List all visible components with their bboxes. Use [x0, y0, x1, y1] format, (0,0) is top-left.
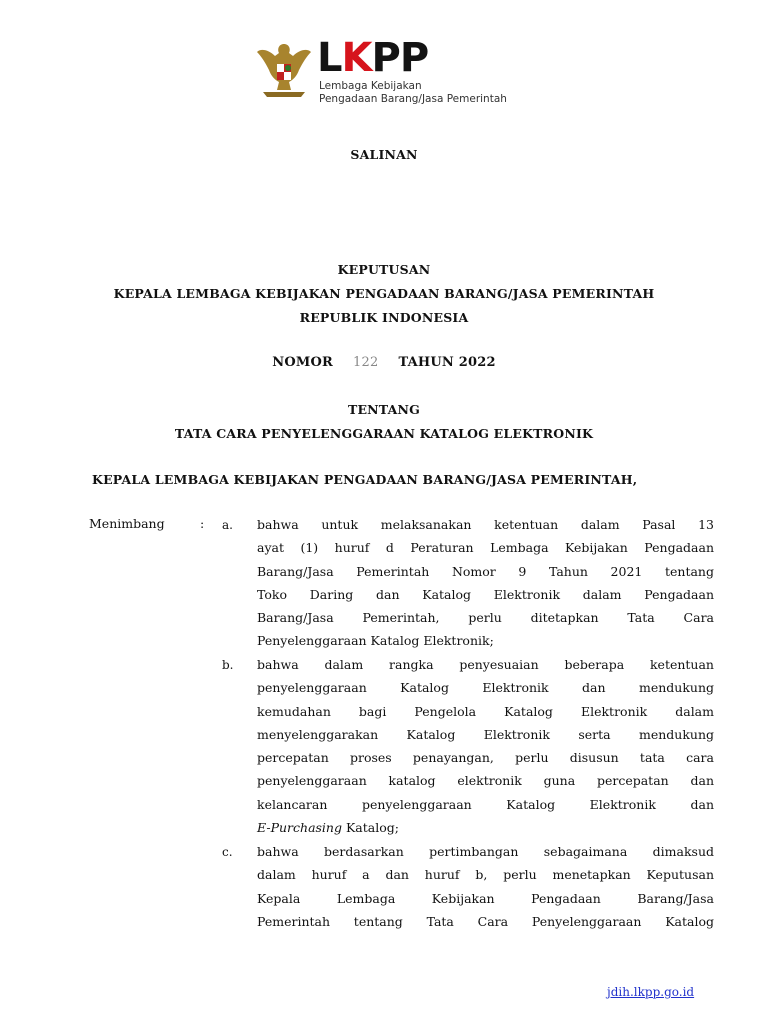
text-line: bahwa berdasarkan pertimbangan sebagaimana dimaksud	[257, 844, 714, 859]
text-line: kelancaran penyelenggaraan Katalog Elektronik dan	[257, 796, 714, 812]
consideration-item-b	[257, 653, 714, 839]
tentang-heading: TENTANG	[347, 402, 421, 417]
e-purchasing-term: E-Purchasing	[257, 820, 342, 836]
text-line: penyelenggaraan katalog elektronik guna percepatan dan	[257, 773, 714, 789]
menimbang-label: Menimbang	[89, 516, 165, 531]
text-line: bahwa dalam rangka penyesuaian beberapa ketentuan	[257, 657, 714, 672]
text-line: Barang/Jasa Pemerintah, perlu ditetapkan Tata Cara	[257, 610, 714, 626]
logo-subtitle-2: Pengadaan Barang/Jasa Pemerintah	[319, 93, 507, 105]
text-line: Barang/Jasa Pemerintah Nomor 9 Tahun 2021 tentang	[257, 563, 714, 579]
text-line: ayat (1) huruf d Peraturan Lembaga Kebijakan Pengadaan	[257, 540, 714, 556]
lkpp-logo	[255, 35, 515, 108]
tahun-label: TAHUN 2022	[398, 355, 496, 370]
document-subject: TATA CARA PENYELENGGARAAN KATALOG ELEKTRONIK	[174, 426, 594, 441]
logo-wordmark: LKPP	[317, 35, 429, 81]
text-line: kemudahan bagi Pengelola Katalog Elektronik dalam	[257, 703, 714, 719]
garuda-emblem-icon	[255, 40, 313, 102]
jdih-link[interactable]: jdih.lkpp.go.id	[607, 985, 695, 999]
consideration-item-a	[257, 513, 714, 653]
item-letter-a: a.	[222, 518, 233, 532]
consideration-item-c	[257, 840, 714, 933]
text-fragment: Katalog;	[342, 820, 399, 836]
nomor-line	[0, 355, 768, 370]
text-line: percepatan proses penayangan, perlu disusun tata cara	[257, 750, 714, 766]
salinan-label: SALINAN	[350, 147, 418, 162]
text-line: penyelenggaraan Katalog Elektronik dan mendukung	[257, 680, 714, 696]
republik-heading: REPUBLIK INDONESIA	[299, 310, 469, 325]
item-letter-b: b.	[222, 658, 234, 672]
logo-subtitle-1: Lembaga Kebijakan	[319, 80, 422, 92]
text-line: Pemerintah tentang Tata Cara Penyelenggaraan Katalog	[257, 913, 714, 929]
text-line: Penyelenggaraan Katalog Elektronik;	[257, 633, 494, 649]
text-line: bahwa untuk melaksanakan ketentuan dalam Pasal 13	[257, 517, 714, 532]
text-line: Toko Daring dan Katalog Elektronik dalam Pengadaan	[257, 586, 714, 602]
opening-issuer: KEPALA LEMBAGA KEBIJAKAN PENGADAAN BARANG/JASA PEMERINTAH,	[92, 472, 638, 487]
text-line: menyelenggarakan Katalog Elektronik serta mendukung	[257, 726, 714, 742]
keputusan-heading: KEPUTUSAN	[337, 262, 431, 277]
item-letter-c: c.	[222, 845, 233, 859]
nomor-value: 122	[353, 355, 379, 370]
issuer-title: KEPALA LEMBAGA KEBIJAKAN PENGADAAN BARANG/JASA PEMERINTAH	[113, 286, 655, 301]
text-line: dalam huruf a dan huruf b, perlu menetapkan Keputusan	[257, 867, 714, 883]
menimbang-colon: :	[200, 516, 205, 531]
text-line: Kepala Lembaga Kebijakan Pengadaan Barang/Jasa	[257, 890, 714, 906]
nomor-label: NOMOR	[272, 355, 334, 370]
text-line-last	[257, 816, 714, 839]
